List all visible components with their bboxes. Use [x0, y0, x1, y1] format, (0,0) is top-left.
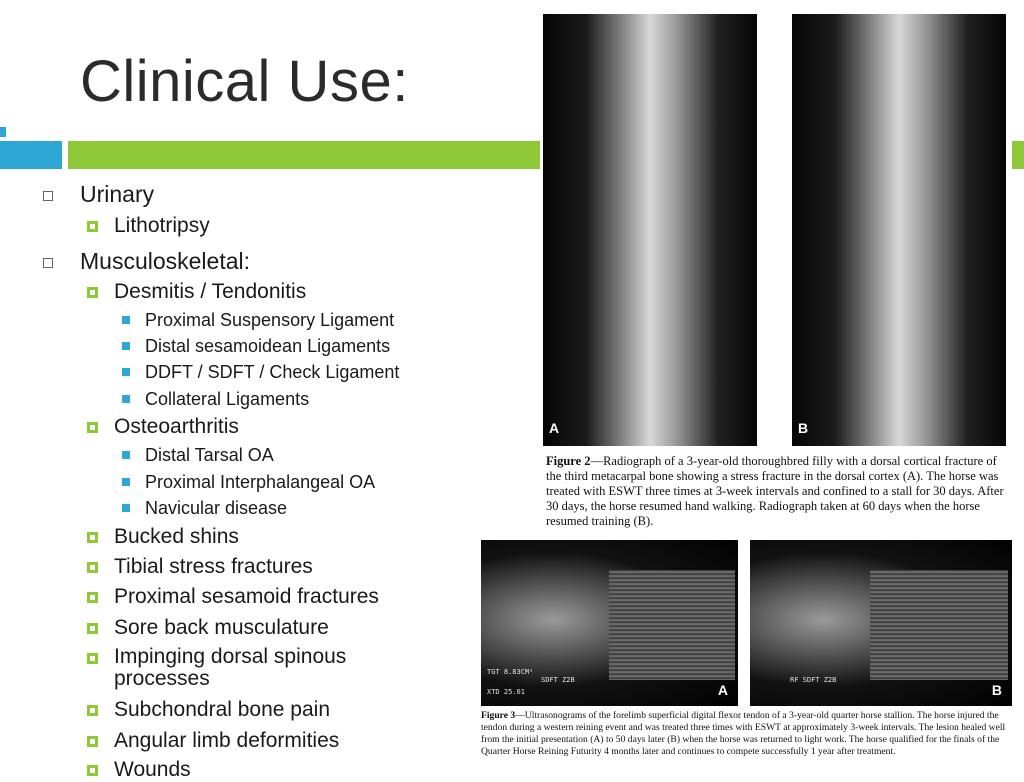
square-bullet-icon [122, 368, 130, 376]
list-item: Proximal sesamoid fractures [114, 585, 379, 608]
list-item: Desmitis / Tendonitis [114, 280, 307, 303]
square-bullet-icon [87, 562, 98, 573]
square-bullet-icon [87, 422, 98, 433]
square-bullet-icon [87, 765, 98, 776]
list-item: Sore back musculature [114, 616, 329, 639]
square-bullet-icon [87, 653, 98, 664]
list-item: Tibial stress fractures [114, 555, 313, 578]
list-item: Navicular disease [145, 498, 288, 518]
square-bullet-icon [43, 258, 53, 268]
list-item: Urinary [80, 181, 155, 207]
list-item: Osteoarthritis [114, 415, 239, 438]
accent-bar-green [68, 141, 540, 169]
ultrasound-readout: XTD 25.01 [487, 688, 525, 696]
square-bullet-icon [87, 736, 98, 747]
figure-label: B [798, 420, 809, 436]
square-bullet-icon [122, 451, 130, 459]
square-bullet-icon [87, 623, 98, 634]
figure-label: A [717, 682, 728, 698]
figure-label: B [991, 682, 1002, 698]
caption-text: —Radiograph of a 3-year-old thoroughbred filly with a dorsal cortical fracture of the third metacarpal bone showing a stress fracture in the dorsal cortex (A). The horse was treated with ESWT three times at 3-week intervals and confined to a stall for 30 days. After 30 days, the horse resumed hand walking. Radiograph taken at 60 days when the horse resumed training (B). [546, 454, 1004, 528]
list-item: Distal Tarsal OA [145, 445, 274, 465]
list-item: Distal sesamoidean Ligaments [145, 336, 391, 356]
list-item: Bucked shins [114, 525, 239, 548]
square-bullet-icon [122, 395, 130, 403]
square-bullet-icon [87, 221, 98, 232]
list-item: Collateral Ligaments [145, 389, 310, 409]
ultrasound-a-image [481, 540, 738, 706]
square-bullet-icon [87, 287, 98, 298]
square-bullet-icon [43, 191, 53, 201]
accent-bar-blue [0, 141, 62, 169]
list-item: Proximal Interphalangeal OA [145, 472, 376, 492]
square-bullet-icon [87, 592, 98, 603]
list-item: Lithotripsy [114, 214, 210, 237]
radiograph-b-image [792, 14, 1006, 446]
radiograph-a-image [543, 14, 757, 446]
ultrasound-readout: TGT 8.83CM² [487, 668, 534, 676]
list-item: DDFT / SDFT / Check Ligament [145, 362, 400, 382]
list-item: Subchondral bone pain [114, 698, 331, 721]
ultrasound-readout: RF SDFT Z2B [790, 676, 837, 684]
caption-heading: Figure 3 [481, 710, 516, 721]
tendon-texture [609, 570, 735, 680]
square-bullet-icon [122, 478, 130, 486]
list-item: Angular limb deformities [114, 729, 340, 752]
figure-2-caption [546, 454, 1004, 529]
ultrasound-readout: SDFT Z2B [541, 676, 575, 684]
list-item: Wounds [114, 758, 191, 781]
slide-title: Clinical Use: [80, 49, 409, 114]
list-item: Proximal Suspensory Ligament [145, 310, 395, 330]
square-bullet-icon [87, 532, 98, 543]
figure-label: A [549, 420, 560, 436]
accent-bar-green-right [1012, 141, 1024, 169]
accent-bar-top-left [0, 127, 6, 137]
caption-text: —Ultrasonograms of the forelimb superficial digital flexor tendon of a 3-year-old quarter horse stallion. The horse injured the tendon during a western reining event and was treated three times with ESWT at approximately 3-week intervals. The lesion healed well from the initial presentation (A) to 50 days later (B) when the horse was returned to light work. The horse qualified for the finals of the Quarter Horse Reining Futurity 4 months later and continues to compete successfully 1 year after treatment. [481, 710, 1006, 757]
tendon-texture [870, 570, 1008, 680]
square-bullet-icon [122, 504, 130, 512]
square-bullet-icon [122, 316, 130, 324]
list-item: Musculoskeletal: [80, 248, 251, 274]
figure-3-caption [481, 710, 1011, 758]
square-bullet-icon [122, 342, 130, 350]
caption-heading: Figure 2 [546, 454, 591, 468]
square-bullet-icon [87, 705, 98, 716]
list-item: Impinging dorsal spinous processes [114, 645, 347, 690]
ultrasound-b-image [750, 540, 1012, 706]
